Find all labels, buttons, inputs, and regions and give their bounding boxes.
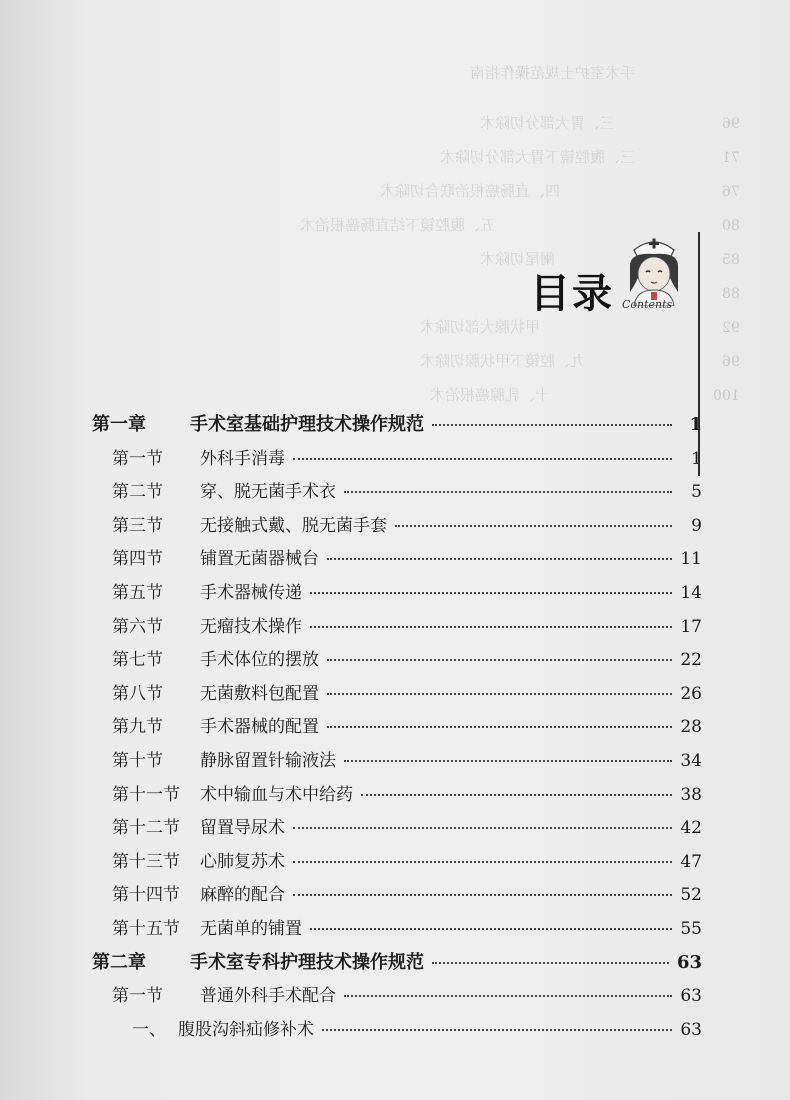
toc-label: 第二章: [92, 951, 146, 973]
toc-title: 无菌单的铺置: [200, 919, 302, 939]
toc-page-number: 1: [689, 414, 702, 435]
toc-title: 留置导尿术: [200, 818, 285, 839]
bleed-through-text: 三、腹腔镜下胃大部分切除术: [440, 148, 636, 166]
toc-title: 手术器械传递: [200, 583, 302, 603]
toc-page-number: 28: [680, 717, 702, 738]
toc-page-number: 63: [680, 1019, 702, 1040]
dot-leader: [310, 592, 672, 594]
toc-label: 第一章: [92, 414, 146, 435]
dot-leader: [361, 794, 672, 796]
toc-section-row[interactable]: [112, 746, 702, 771]
toc-label: 第八节: [112, 683, 163, 704]
toc-title: 麻醉的配合: [200, 885, 285, 906]
toc-label: 第一节: [112, 448, 163, 469]
toc-page-number: 11: [680, 549, 702, 570]
contents-subtitle: Contents: [622, 298, 673, 311]
toc-title: 穿、脱无菌手术衣: [200, 482, 336, 503]
toc-title: 腹股沟斜疝修补术: [178, 1019, 314, 1040]
toc-title: 无瘤技术操作: [200, 616, 302, 637]
toc-page-number: 38: [680, 784, 702, 805]
toc-section-row[interactable]: [112, 544, 702, 569]
toc-section-row[interactable]: [112, 679, 702, 704]
toc-page-number: 52: [680, 885, 702, 906]
dot-leader: [310, 928, 672, 930]
toc-label: 第十三节: [112, 851, 180, 872]
toc-page-number: 42: [680, 818, 702, 839]
toc-label: 第十二节: [112, 818, 180, 839]
toc-label: 第十一节: [112, 784, 180, 805]
toc-title: 无菌敷料包配置: [200, 683, 319, 704]
toc-page-number: 34: [680, 751, 702, 771]
toc-page-number: 55: [680, 919, 702, 939]
dot-leader: [293, 827, 672, 829]
toc-section-row[interactable]: [112, 477, 702, 502]
toc-title: 术中输血与术中给药: [200, 784, 353, 805]
toc-page-number: 26: [680, 683, 702, 704]
toc-page-number: 63: [676, 951, 702, 973]
toc-title: 无接触式戴、脱无菌手套: [200, 515, 387, 536]
toc-section-row[interactable]: [112, 981, 702, 1006]
toc-page-number: 5: [691, 482, 702, 503]
toc-section-row[interactable]: [112, 645, 702, 670]
toc-label: 第六节: [112, 616, 163, 637]
toc-label: 第七节: [112, 650, 163, 671]
book-page: 手术室护士规范操作指南 三、胃大部分切除术 三、腹腔镜下胃大部分切除术 四、直肠癌根治联合切除术 五、腹腔镜下结直肠癌根治术 阑尾切除术 甲状腺大部切除术 九、腔镜下甲状腺切除术 十、乳腺癌根治术 96 71 76 80 85 88 92 96 100 目录 Contents 第一章 手术室基础护理技术操作规范 1 第一节 外科手消毒 1 第二节 穿、脱无菌手术衣 5 第三节 无接触式戴、脱无菌手套 9 第四节 铺置无菌器械台 11 第五节 手术器械传递 14 第六节 无瘤技术操作 17 第七节 手术体位的摆放 22 第八节 无菌敷料包配置 26 第九节 手术器械的配置 28 第十节 静脉留置针输液法 34 第十一节 术中输血与术中给药 38 第十二节 留置导尿术 42 第十三节 心肺复苏术 47 第十四节 麻醉的配合 52 第十五节 无菌单的铺置 55 第二章 手术室专科护理技术操作规范 63 第一节 普通外科手术配合 63 一、 腹股沟斜疝修补术 63: [0, 0, 790, 1100]
dot-leader: [322, 1029, 672, 1031]
bleed-through-text: 甲状腺大部切除术: [420, 318, 541, 336]
toc-section-row[interactable]: [112, 444, 702, 469]
toc-section-row[interactable]: [112, 612, 702, 637]
toc-label: 第十五节: [112, 919, 180, 939]
dot-leader: [327, 558, 672, 560]
toc-page-number: 17: [680, 616, 702, 637]
toc-label: 第四节: [112, 549, 163, 570]
dot-leader: [327, 659, 672, 661]
dot-leader: [432, 962, 669, 964]
toc-page-number: 47: [680, 851, 702, 872]
dot-leader: [310, 626, 672, 628]
toc-page-number: 14: [680, 583, 702, 603]
dot-leader: [327, 693, 672, 695]
bleed-through-text: 五、腹腔镜下结直肠癌根治术: [300, 216, 496, 234]
toc-label: 第五节: [112, 583, 163, 603]
toc-page-number: 9: [691, 515, 702, 536]
toc-section-row[interactable]: [112, 813, 702, 838]
toc-item-row[interactable]: [132, 1015, 702, 1040]
toc-title: 心肺复苏术: [200, 851, 285, 872]
bleed-through-text: 十、乳腺癌根治术: [430, 386, 551, 404]
toc-label: 第三节: [112, 515, 163, 536]
dot-leader: [432, 424, 672, 426]
toc-label: 第十节: [112, 751, 163, 771]
dot-leader: [293, 861, 672, 863]
toc-chapter-row[interactable]: [92, 410, 702, 436]
toc-title: 手术器械的配置: [200, 717, 319, 738]
toc-title: 手术室基础护理技术操作规范: [190, 414, 424, 435]
toc-page-number: 63: [680, 986, 702, 1007]
toc-label: 第九节: [112, 717, 163, 738]
dot-leader: [327, 726, 672, 728]
toc-section-row[interactable]: [112, 880, 702, 905]
toc-section-row[interactable]: [112, 578, 702, 603]
toc-section-row[interactable]: [112, 780, 702, 805]
toc-title: 静脉留置针输液法: [200, 751, 336, 771]
toc-section-row[interactable]: [112, 511, 702, 536]
toc-title: 铺置无菌器械台: [200, 549, 319, 570]
bleed-through-text: 九、腔镜下甲状腺切除术: [420, 352, 586, 370]
toc-label: 第十四节: [112, 885, 180, 906]
dot-leader: [344, 491, 672, 493]
dot-leader: [293, 894, 672, 896]
bleed-through-text: 阑尾切除术: [480, 250, 556, 268]
bleed-through-text: 四、直肠癌根治联合切除术: [380, 182, 561, 200]
bleed-through-text: 三、胃大部分切除术: [480, 114, 616, 132]
header-rule: [698, 232, 700, 476]
toc-title: 手术室专科护理技术操作规范: [190, 951, 424, 973]
dot-leader: [395, 525, 672, 527]
toc-page-number: 22: [680, 650, 702, 671]
toc-title: 普通外科手术配合: [200, 986, 336, 1007]
dot-leader: [344, 760, 672, 762]
toc-section-row[interactable]: [112, 712, 702, 737]
nurse-mascot-icon: [620, 232, 688, 306]
page-title: 目录: [530, 271, 614, 317]
dot-leader: [293, 458, 672, 460]
toc-chapter-row[interactable]: [92, 948, 702, 974]
bleed-through-text: 手术室护士规范操作指南: [470, 64, 636, 82]
toc-label: 一、: [132, 1019, 166, 1040]
dot-leader: [344, 995, 672, 997]
toc-section-row[interactable]: [112, 847, 702, 872]
toc-title: 外科手消毒: [200, 448, 285, 469]
toc-title: 手术体位的摆放: [200, 650, 319, 671]
toc-page-number: 1: [691, 448, 702, 469]
toc-label: 第一节: [112, 986, 163, 1007]
toc-section-row[interactable]: [112, 914, 702, 939]
toc-label: 第二节: [112, 482, 163, 503]
